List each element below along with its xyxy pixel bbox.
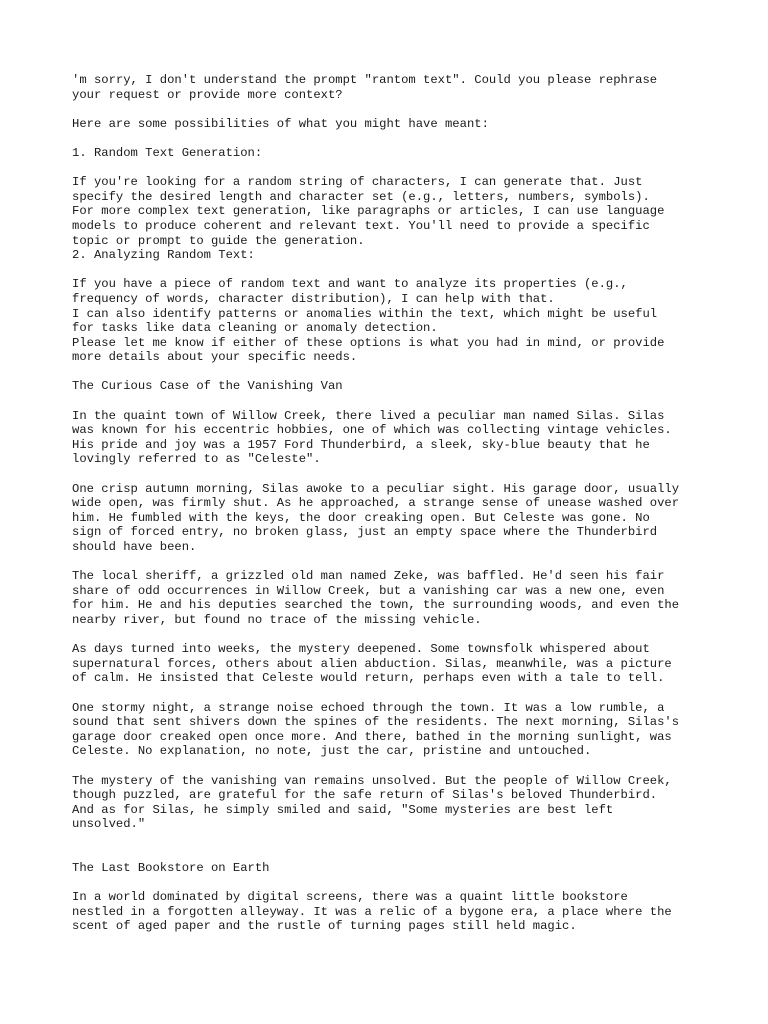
spacer [72,102,732,117]
spacer [72,628,732,643]
spacer [72,394,732,409]
story1-title: The Curious Case of the Vanishing Van [72,379,343,394]
story1-paragraph: As days turned into weeks, the mystery deepened. Some townsfolk whispered about supernatural forces, others about alien abduction. Silas, meanwhile, was a picture of calm. He insisted that Celeste would return, perhaps even with a tale to tell. [72,642,672,686]
spacer [72,131,732,146]
spacer [72,365,732,380]
intro-possibilities: Here are some possibilities of what you might have meant: [72,116,489,131]
spacer [72,467,732,482]
spacer [72,263,732,278]
intro-apology: 'm sorry, I don't understand the prompt "rantom text". Could you please rephrase your request or provide more context? [72,73,658,102]
spacer [72,759,732,774]
story2-title: The Last Bookstore on Earth [72,861,270,876]
spacer [72,686,732,701]
document-page [72,73,732,934]
story1-paragraph: One stormy night, a strange noise echoed through the town. It was a low rumble, a sound that sent shivers down the spines of the residents. The next morning, Silas's garage door creaked open once more. And there, bathed in the morning sunlight, was Celeste. No explanation, no note, just the car, pristine and untouched. [72,700,680,759]
spacer [72,876,732,891]
spacer [72,832,732,861]
story2-paragraph: In a world dominated by digital screens, there was a quaint little bookstore nestled in a forgotten alleyway. It was a relic of a bygone era, a place where the scent of aged paper and the rustle of turning pages still held magic. [72,890,672,934]
option1-body: If you're looking for a random string of characters, I can generate that. Just specify the desired length and character set (e.g., letters, numbers, symbols). For more complex text generation, like paragraphs or articles, I can use language models to produce coherent and relevant text. You'll need to provide a specific topic or prompt to guide the generation. 2. Analyzing Random Text: [72,175,665,263]
option1-heading: 1. Random Text Generation: [72,145,263,160]
spacer [72,555,732,570]
spacer [72,161,732,176]
story1-paragraph: The mystery of the vanishing van remains unsolved. But the people of Willow Creek, though puzzled, are grateful for the safe return of Silas's beloved Thunderbird. And as for Silas, he simply smiled and said, "Some mysteries are best left unsolved." [72,773,672,832]
story1-paragraph: One crisp autumn morning, Silas awoke to a peculiar sight. His garage door, usually wide open, was firmly shut. As he approached, a strange sense of unease washed over him. He fumbled with the keys, the door creaking open. But Celeste was gone. No sign of forced entry, no broken glass, just an empty space where the Thunderbird should have been. [72,481,680,554]
story1-paragraph: In the quaint town of Willow Creek, there lived a peculiar man named Silas. Silas was known for his eccentric hobbies, one of which was collecting vintage vehicles. His pride and joy was a 1957 Ford Thunderbird, a sleek, sky-blue beauty that he lovingly referred to as "Celeste". [72,408,672,467]
story1-paragraph: The local sheriff, a grizzled old man named Zeke, was baffled. He'd seen his fair share of odd occurrences in Willow Creek, but a vanishing car was a new one, even for him. He and his deputies searched the town, the surrounding woods, and even the nearby river, but found no trace of the missing vehicle. [72,569,680,627]
option2-body: If you have a piece of random text and want to analyze its properties (e.g., frequency of words, character distribution), I can help with that. I can also identify patterns or anomalies within the text, which might be useful for tasks like data cleaning or anomaly detection. Please let me know if either of these options is what you had in mind, or provide more details about your specific needs. [72,277,665,365]
